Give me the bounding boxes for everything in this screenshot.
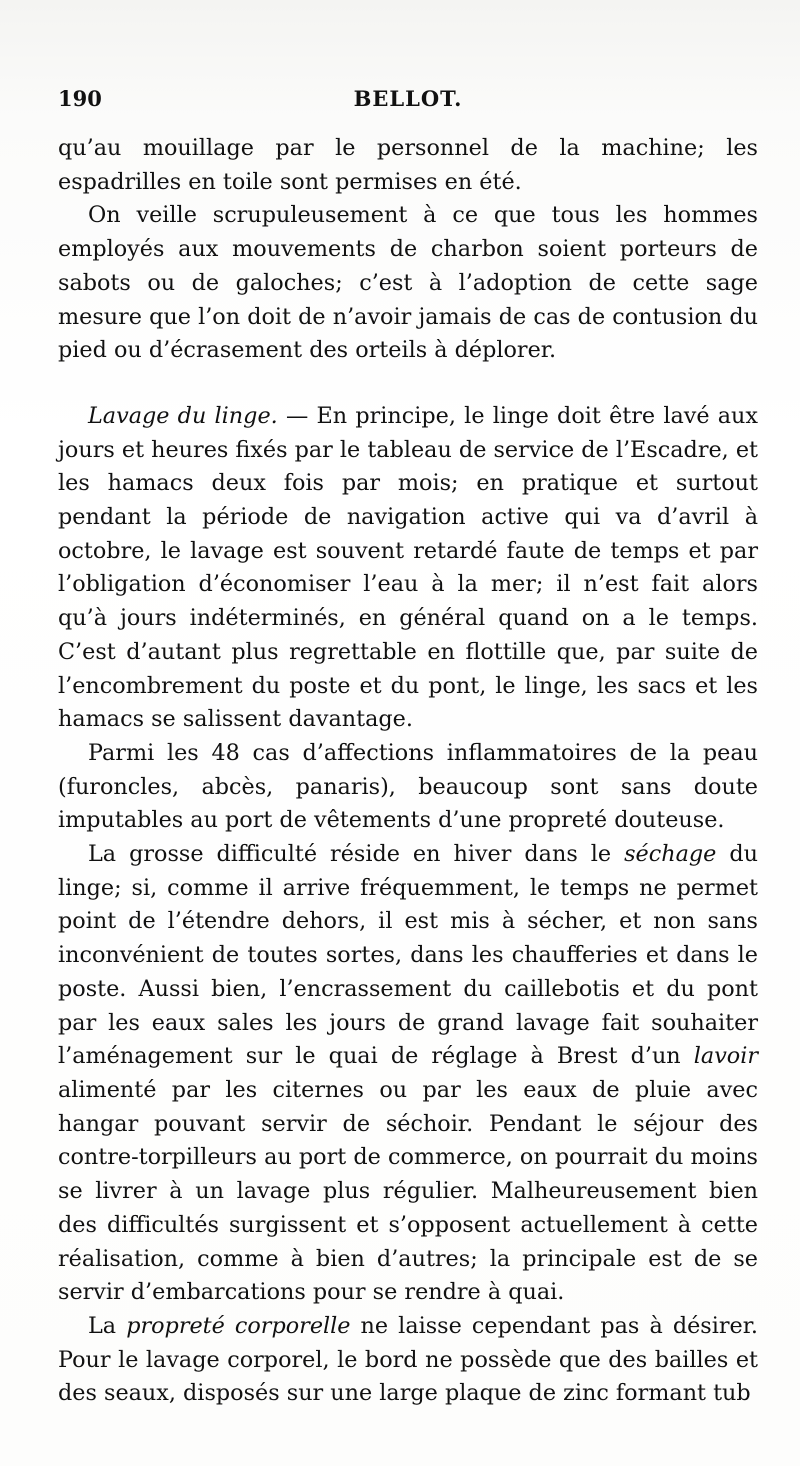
paragraph-text: qu’au mouillage par le personnel de la machine; les espadrilles en toile sont permises en été. bbox=[58, 135, 758, 195]
paragraph-text: du linge; si, comme il arrive fréquemment, le temps ne permet point de l’étendre dehors, il est mis à sécher, et non sans inconvénient de toutes sortes, dans les chaufferies et dans le poste. Aussi bien, l’encrassement du caillebotis et du pont par les eaux sales les jours de grand lavage fait souhaiter l’aménagement sur le quai de réglage à Brest d’un bbox=[58, 841, 758, 1070]
paragraph-text: alimenté par les citernes ou par les eaux de pluie avec hangar pouvant servir de séchoir. Pendant le séjour des contre-torpilleurs au port de commerce, on pourrait du moins se livrer à un lavage plus régulier. Malheureusement bien des difficultés surgissent et s’opposent actuellement à cette réalisation, comme à bien d’autres; la principale est de se servir d’embarcations pour se rendre à quai. bbox=[58, 1076, 758, 1306]
paragraph-text: La grosse difficulté réside en hiver dans le bbox=[88, 841, 625, 868]
paragraph-text: Parmi les 48 cas d’affections inflammatoires de la peau (furoncles, abcès, panaris), beaucoup sont sans doute imputables au port de vêtements d’une propreté douteuse. bbox=[58, 739, 758, 834]
paragraph-text: On veille scrupuleusement à ce que tous les hommes employés aux mouvements de charbon soient porteurs de sabots ou de galoches; c’est à l’adoption de cette sage mesure que l’on doit de n’avoir jamais de cas de contusion du pied ou d’écrasement des orteils à déplorer. bbox=[58, 202, 758, 364]
paragraph-lavage-du-linge bbox=[58, 400, 758, 737]
running-title: BELLOT. bbox=[353, 86, 463, 111]
page-number: 190 bbox=[58, 86, 102, 111]
paragraph-sabots bbox=[58, 199, 758, 368]
paragraph-proprete bbox=[58, 1310, 758, 1411]
paragraph-text: ne laisse cependant pas à désirer. Pour le lavage corporel, le bord ne possède que des bailles et des seaux, disposés sur une large plaque de zinc formant tub bbox=[58, 1312, 759, 1407]
paragraph-affections bbox=[58, 737, 758, 838]
paragraph-continued bbox=[58, 132, 758, 199]
emphasis-proprete-corporelle: propreté corporelle bbox=[126, 1312, 351, 1339]
paragraph-text: — En principe, le linge doit être lavé aux jours et heures fixés par le tableau de service de l’Escadre, et les hamacs deux fois par mois; en pratique et surtout pendant la période de navigation active qui va d’avril à octobre, le lavage est souvent retardé faute de temps et par l’obligation d’économiser l’eau à la mer; il n’est fait alors qu’à jours indéterminés, en général quand on a le temps. C’est d’autant plus regrettable en flottille que, par suite de l’encombrement du poste et du pont, le linge, les sacs et les hamacs se salissent davantage. bbox=[58, 402, 759, 733]
paragraph-sechage bbox=[58, 838, 758, 1310]
emphasis-lavoir: lavoir bbox=[693, 1043, 758, 1070]
paragraph-text: La bbox=[88, 1312, 127, 1339]
emphasis-sechage: séchage bbox=[624, 841, 717, 868]
section-heading: Lavage du linge. bbox=[88, 402, 278, 429]
body-text bbox=[58, 132, 758, 1411]
